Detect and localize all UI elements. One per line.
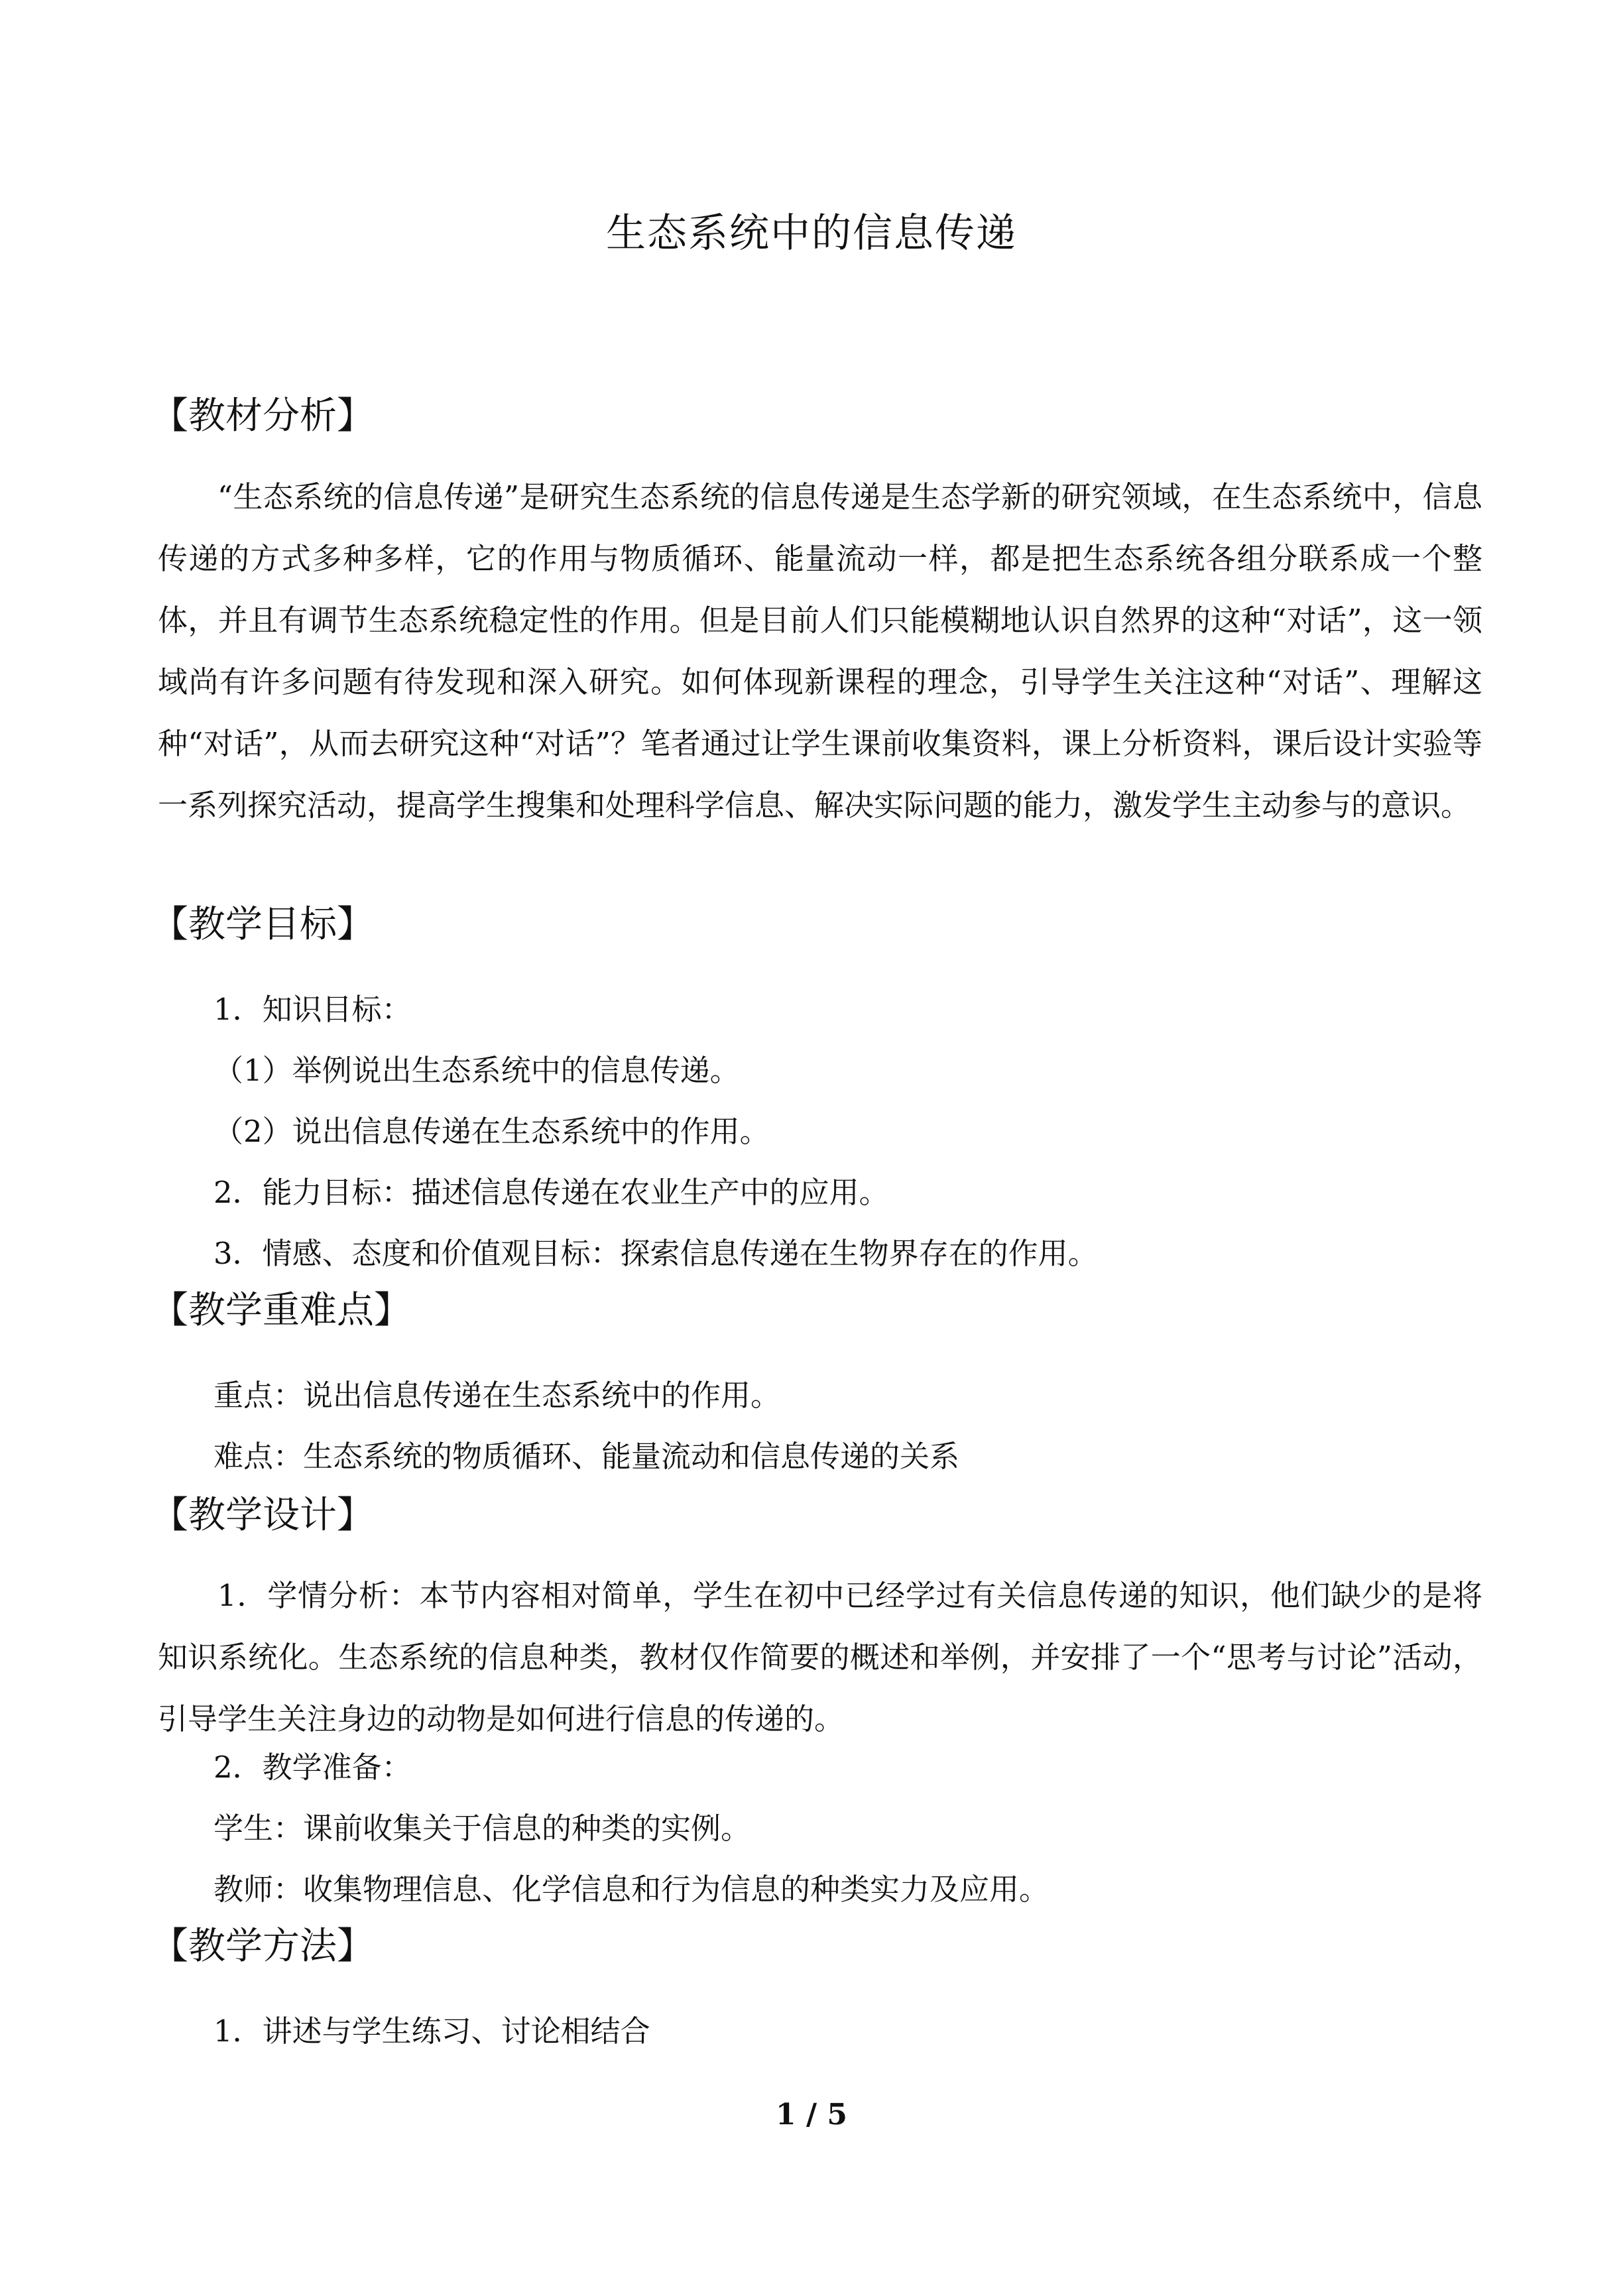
heading-objectives: 【教学目标】 — [151, 903, 374, 946]
document-title: 生态系统中的信息传递 — [606, 210, 1017, 257]
objective-attitude: 3．情感、态度和价值观目标：探索信息传递在生物界存在的作用。 — [213, 1236, 1098, 1271]
heading-methods: 【教学方法】 — [151, 1925, 374, 1968]
objective-knowledge: 1．知识目标： — [213, 992, 412, 1027]
design-teacher: 教师：收集物理信息、化学信息和行为信息的种类实力及应用。 — [213, 1872, 1050, 1907]
page-number: 1 / 5 — [776, 2098, 847, 2132]
design-students: 学生：课前收集关于信息的种类的实例。 — [213, 1811, 751, 1846]
design-learning-analysis: 1．学情分析：本节内容相对简单，学生在初中已经学过有关信息传递的知识，他们缺少的是将知识系统化。生态系统的信息种类，教材仅作简要的概述和举例，并安排了一个“思考与讨论”活动，引导学生关注身边的动物是如何进行信息的传递的。 — [158, 1578, 1482, 1736]
heading-analysis: 【教材分析】 — [151, 394, 374, 438]
objective-knowledge-sub2: （2）说出信息传递在生态系统中的作用。 — [213, 1114, 770, 1149]
design-preparation: 2．教学准备： — [213, 1750, 412, 1785]
method-item1: 1．讲述与学生练习、讨论相结合 — [213, 2014, 650, 2049]
objective-ability: 2．能力目标：描述信息传递在农业生产中的应用。 — [213, 1175, 889, 1210]
objective-knowledge-sub1: （1）举例说出生态系统中的信息传递。 — [213, 1053, 740, 1088]
keypoint-difficult: 难点：生态系统的物质循环、能量流动和信息传递的关系 — [213, 1439, 960, 1474]
heading-design: 【教学设计】 — [151, 1494, 374, 1537]
heading-keypoints: 【教学重难点】 — [151, 1289, 411, 1332]
analysis-paragraph: “生态系统的信息传递”是研究生态系统的信息传递是生态学新的研究领域，在生态系统中，信息传递的方式多种多样，它的作用与物质循环、能量流动一样，都是把生态系统各组分联系成一个整体，并且有调节生态系统稳定性的作用。但是目前人们只能模糊地认识自然界的这种“对话”，这一领域尚有许多问题有待发现和深入研究。如何体现新课程的理念，引导学生关注这种“对话”、理解这种“对话”，从而去研究这种“对话”？笔者通过让学生课前收集资料，课上分析资料，课后设计实验等一系列探究活动，提高学生搜集和处理科学信息、解决实际问题的能力，激发学生主动参与的意识。 — [158, 479, 1482, 823]
keypoint-key: 重点：说出信息传递在生态系统中的作用。 — [213, 1378, 781, 1413]
